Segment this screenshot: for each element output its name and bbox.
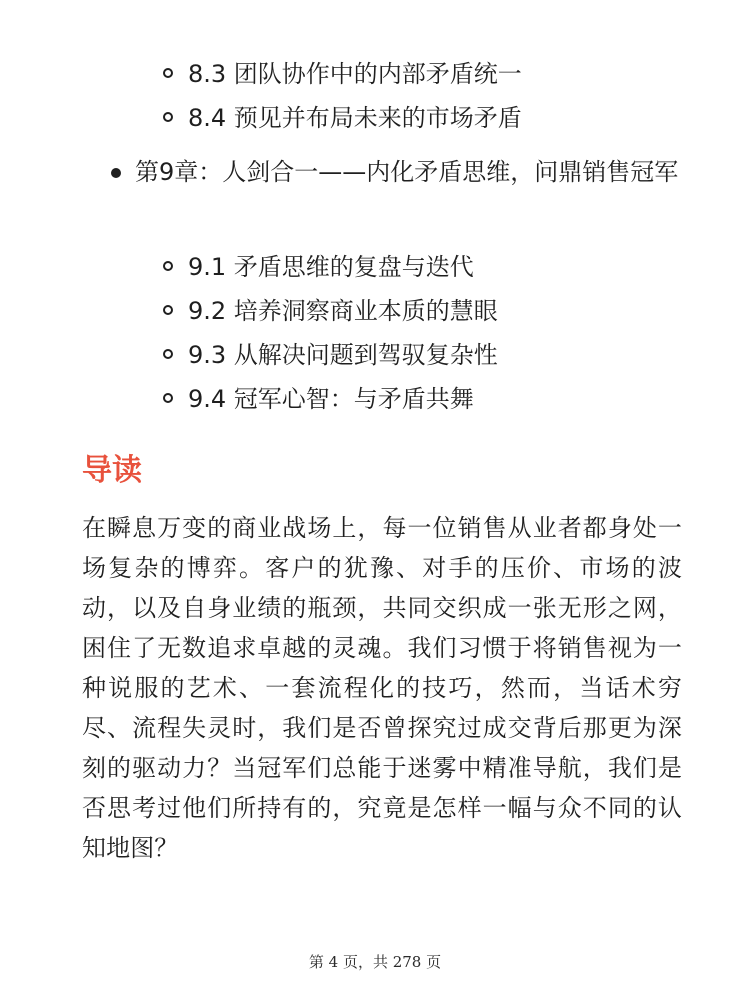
toc-item-label: 8.4 预见并布局未来的市场矛盾 [188, 104, 522, 132]
chapter-8-subsection-list [160, 52, 700, 140]
intro-paragraph: 在瞬息万变的商业战场上，每一位销售从业者都身处一场复杂的博弈。客户的犹豫、对手的压价、市场的波动，以及自身业绩的瓶颈，共同交织成一张无形之网，困住了无数追求卓越的灵魂。我们习惯于将销售视为一种说服的艺术、一套流程化的技巧，然而，当话术穷尽、流程失灵时，我们是否曾探究过成交背后那更为深刻的驱动力？当冠军们总能于迷雾中精准导航，我们是否思考过他们所持有的，究竟是怎样一幅与众不同的认知地图？ [82, 514, 682, 862]
toc-item-9-1[interactable] [160, 245, 700, 289]
toc-item-8-4[interactable] [160, 96, 700, 140]
toc-item-8-3[interactable] [160, 52, 700, 96]
toc-item-label: 9.2 培养洞察商业本质的慧眼 [188, 297, 498, 325]
circle-bullet-icon [163, 305, 173, 315]
circle-bullet-icon [163, 112, 173, 122]
circle-bullet-icon [163, 261, 173, 271]
circle-bullet-icon [163, 393, 173, 403]
toc-item-9-4[interactable] [160, 377, 700, 421]
toc-item-label: 8.3 团队协作中的内部矛盾统一 [188, 60, 522, 88]
toc-item-label: 9.1 矛盾思维的复盘与迭代 [188, 253, 474, 281]
page-number-footer: 第 4 页，共 278 页 [308, 953, 442, 971]
chapter-title: 第9章：人剑合一——内化矛盾思维，问鼎销售冠军 [135, 158, 679, 186]
section-heading: 导读 [82, 453, 142, 488]
toc-item-9-3[interactable] [160, 333, 700, 377]
chapter-9-subsection-list [160, 245, 700, 421]
toc-item-label: 9.4 冠军心智：与矛盾共舞 [188, 385, 474, 413]
toc-chapter-9[interactable] [108, 152, 715, 192]
disc-bullet-icon [111, 168, 121, 178]
toc-item-9-2[interactable] [160, 289, 700, 333]
circle-bullet-icon [163, 349, 173, 359]
circle-bullet-icon [163, 68, 173, 78]
toc-item-label: 9.3 从解决问题到驾驭复杂性 [188, 341, 498, 369]
